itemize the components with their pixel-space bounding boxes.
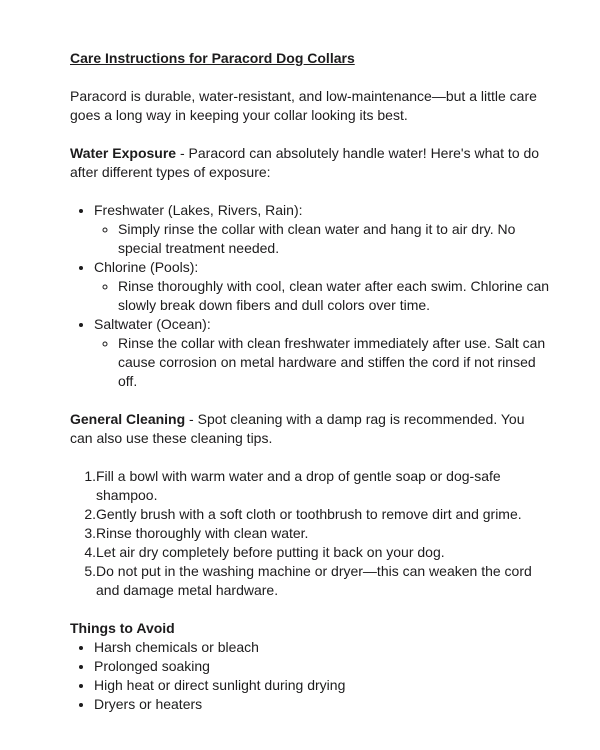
step-item: Gently brush with a soft cloth or toothbrush to remove dirt and grime. <box>96 506 522 522</box>
water-exposure-separator: - <box>176 145 189 161</box>
general-cleaning-heading: General Cleaning <box>70 411 186 427</box>
things-to-avoid-list <box>70 638 550 714</box>
freshwater-sub-list <box>94 220 550 258</box>
avoid-item: • High heat or direct sunlight during drying <box>94 676 550 695</box>
list-item-chlorine <box>94 258 550 315</box>
avoid-item: • Harsh chemicals or bleach <box>94 638 550 657</box>
things-to-avoid-heading-text: Things to Avoid <box>70 620 175 636</box>
avoid-item: • Dryers or heaters <box>94 695 550 714</box>
step-item: Do not put in the washing machine or dryer—this can weaken the cord and damage metal hardware. <box>96 563 532 598</box>
sub-list-item: ◦ Rinse thoroughly with cool, clean water after each swim. Chlorine can slowly break down fibers and dull colors over time. <box>118 277 550 315</box>
water-exposure-heading: Water Exposure <box>70 145 177 161</box>
sub-list-item: ◦ Simply rinse the collar with clean water and hang it to air dry. No special treatment needed. <box>118 220 550 258</box>
document-title: Care Instructions for Paracord Dog Collars <box>70 50 355 66</box>
list-item-label: Saltwater (Ocean): <box>94 316 211 332</box>
list-item-label: Freshwater (Lakes, Rivers, Rain): <box>94 202 303 218</box>
cleaning-steps-list <box>70 467 550 600</box>
general-cleaning-separator: - <box>185 411 198 427</box>
step-item: Rinse thoroughly with clean water. <box>96 525 309 541</box>
water-exposure-paragraph <box>70 144 550 182</box>
general-cleaning-paragraph <box>70 410 550 448</box>
water-exposure-list <box>70 201 550 391</box>
things-to-avoid-heading <box>70 619 550 638</box>
general-cleaning-body: Spot cleaning with a damp rag is recommended. You can also use these cleaning tips. <box>70 411 525 446</box>
sub-list-item: ◦ Rinse the collar with clean freshwater immediately after use. Salt can cause corrosion on metal hardware and stiffen the cord if not rinsed off. <box>118 334 550 391</box>
step-item: Fill a bowl with warm water and a drop of gentle soap or dog-safe shampoo. <box>96 468 501 503</box>
avoid-item: • Prolonged soaking <box>94 657 550 676</box>
chlorine-sub-list <box>94 277 550 315</box>
saltwater-sub-list <box>94 334 550 391</box>
intro-paragraph: Paracord is durable, water-resistant, and low-maintenance—but a little care goes a long way in keeping your collar looking its best. <box>70 88 537 123</box>
list-item-saltwater <box>94 315 550 391</box>
list-item-freshwater <box>94 201 550 258</box>
water-exposure-body: Paracord can absolutely handle water! Here's what to do after different types of exposure: <box>70 145 540 180</box>
list-item-label: Chlorine (Pools): <box>94 259 199 275</box>
step-item: Let air dry completely before putting it back on your dog. <box>96 544 445 560</box>
